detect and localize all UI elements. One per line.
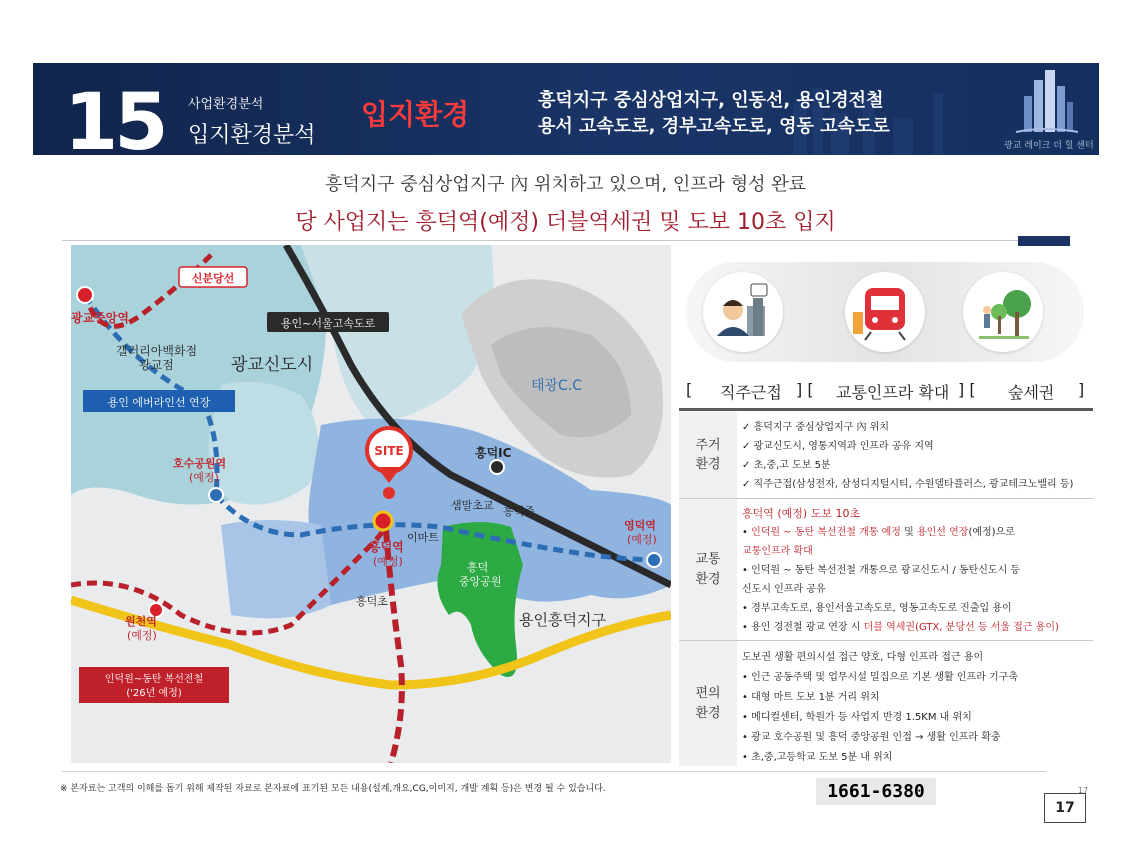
heungdeok-elementary-label: 흥덕초	[356, 595, 388, 608]
gwanggyo-jungang-station-marker	[77, 287, 93, 303]
transport-heading: 흥덕역 (예정) 도보 10초	[742, 507, 861, 520]
category-bracket-close: ]	[1078, 380, 1085, 399]
list-item: 신도시 인프라 공유	[742, 584, 826, 595]
hosu-station-marker	[209, 488, 223, 502]
galleria-label: 갤러리아백화점	[116, 344, 198, 358]
row-divider	[679, 640, 1093, 641]
hosu-station-planned: (예정)	[189, 471, 219, 484]
heungdeok-station-label: 흥덕역	[369, 540, 404, 554]
heungdeok-station-planned: (예정)	[373, 555, 403, 568]
yeongdeok-station-marker	[647, 553, 661, 567]
list-item: • 메디컬센터, 학원가 등 사업지 반경 1.5KM 내 위치	[742, 712, 972, 723]
phone-number[interactable]: 1661-6380	[816, 778, 936, 805]
indeogwon-line-year: ('26년 예정)	[126, 688, 182, 699]
residential-list	[742, 418, 1092, 494]
page-number: 17	[1044, 793, 1086, 823]
footer-divider	[62, 771, 1046, 772]
gwanggyo-jungang-label: 광교중앙역	[71, 311, 129, 325]
category-bracket-open: [	[686, 380, 693, 399]
list-item: • 인덕원 ~ 동탄 복선전철 개통으로 광교신도시 / 동탄신도시 등	[742, 565, 1021, 576]
gwanggyo-newtown-label: 광교신도시	[231, 355, 314, 375]
woncheon-station-label: 원천역	[125, 615, 157, 628]
divider	[62, 240, 1068, 241]
heungdeok-station-marker	[374, 512, 392, 530]
icon-circle-forest	[963, 272, 1043, 352]
svg-text:중앙공원: 중앙공원	[459, 575, 502, 588]
list-item: • 초,중,고등학교 도보 5분 내 위치	[742, 752, 893, 763]
yongin-heungdeok-label: 용인흥덕지구	[519, 611, 606, 629]
row-label-convenience: 편의 환경	[679, 641, 737, 766]
list-item: • 인근 공동주택 및 업무시설 밀집으로 기본 생활 인프라 기구축	[742, 672, 1019, 683]
list-item: 도보권 생활 편의시설 접근 양호, 다형 인프라 접근 용이	[742, 652, 984, 663]
row-label-transport: 교통 환경	[679, 499, 737, 640]
category-commute: 직주근접	[720, 383, 782, 402]
everline-extension-label: 용인 에버라인선 연장	[107, 396, 211, 409]
list-item: • 광교 호수공원 및 흥덕 중앙공원 인접 → 생활 인프라 확충	[742, 732, 1001, 743]
list-item: ✓ 초,중,고 도보 5분	[742, 460, 831, 471]
accent-bar	[1018, 236, 1070, 246]
yeongdeok-station-planned: (예정)	[627, 533, 657, 546]
list-item: • 인덕원 ~ 동탄 복선전철 개통 예정 및 용인선 연장(예정)으로	[742, 527, 1015, 538]
list-item: 교통인프라 확대	[742, 546, 813, 557]
train-icon	[845, 272, 925, 352]
category-divider	[679, 408, 1093, 411]
brand-name: 광교 레이크 더 힐 센터	[1004, 141, 1094, 151]
central-park-label: 흥덕	[467, 561, 489, 574]
section-category: 사업환경분석	[188, 97, 264, 112]
heungdeok-ic-label: 흥덕IC	[475, 446, 512, 460]
heungdeok-ic-marker	[490, 460, 504, 474]
page-number-small: 17	[1078, 786, 1089, 795]
emart-label: 이마트	[407, 531, 439, 544]
list-item: • 대형 마트 도보 1분 거리 위치	[742, 692, 880, 703]
banner-summary-line-2: 용서 고속도로, 경부고속도로, 영동 고속도로	[538, 116, 890, 137]
icon-circle-commute	[703, 272, 783, 352]
indeogwon-line-label: 인덕원~동탄 복선전철	[104, 674, 204, 685]
yeongdeok-station-label: 영덕역	[624, 519, 656, 532]
subheading: 흥덕지구 중심상업지구 內 위치하고 있으며, 인프라 형성 완료	[324, 174, 807, 195]
list-item: ✓ 광교신도시, 영통지역과 인프라 공유 지역	[742, 441, 934, 452]
heungdeok-middle-label: 흥덕중	[503, 505, 535, 518]
saemmal-school-label: 샘말초교	[451, 499, 494, 512]
woncheon-station-planned: (예정)	[127, 629, 157, 642]
shinbundang-label: 신분당선	[191, 272, 235, 285]
icon-circle-transit	[845, 272, 925, 352]
section-title: 입지환경분석	[188, 123, 316, 148]
hosu-station-label: 호수공원역	[173, 457, 227, 470]
disclaimer-footnote: ※ 본자료는 고객의 이해를 돕기 위해 제작된 자료로 본자료에 표기된 모든 내용(설계,개요,CG,이미지, 개발 계획 등)은 변경 될 수 있습니다.	[60, 784, 606, 794]
category-transit: 교통인프라 확대	[836, 383, 950, 402]
expressway-label: 용인~서울고속도로	[280, 317, 376, 330]
convenience-list	[742, 648, 1092, 768]
row-divider	[679, 498, 1093, 499]
list-item: ✓ 흥덕지구 중심상업지구 內 위치	[742, 422, 890, 433]
headline: 당 사업지는 흥덕역(예정) 더블역세권 및 도보 10초 입지	[295, 210, 836, 235]
category-bracket: ] [	[958, 380, 976, 399]
site-label: SITE	[374, 444, 404, 458]
office-worker-icon	[703, 272, 783, 352]
row-label-residential: 주거 환경	[679, 412, 737, 498]
transport-list	[742, 504, 1092, 637]
list-item: • 용인 경전철 광교 연장 시 더블 역세권(GTX, 분당선 등 서울 접근 용이)	[742, 622, 1059, 633]
category-forest: 숲세권	[1008, 383, 1055, 402]
banner-summary-line-1: 흥덕지구 중심상업지구, 인동선, 용인경전철	[538, 90, 884, 111]
taegwang-cc-label: 태광C.C	[531, 378, 583, 394]
list-item: ✓ 직주근접(삼성전자, 삼성디지털시티, 수원델타플러스, 광교테크노밸리 등)	[742, 479, 1074, 490]
banner-title: 입지환경	[361, 98, 470, 131]
category-bracket: ] [	[796, 380, 814, 399]
location-map	[71, 245, 671, 763]
galleria-branch-label: 광교점	[139, 358, 174, 372]
section-number: 15	[64, 78, 165, 168]
list-item: • 경부고속도로, 용인서울고속도로, 영동고속도로 진출입 용이	[742, 603, 1012, 614]
forest-icon	[963, 272, 1043, 352]
